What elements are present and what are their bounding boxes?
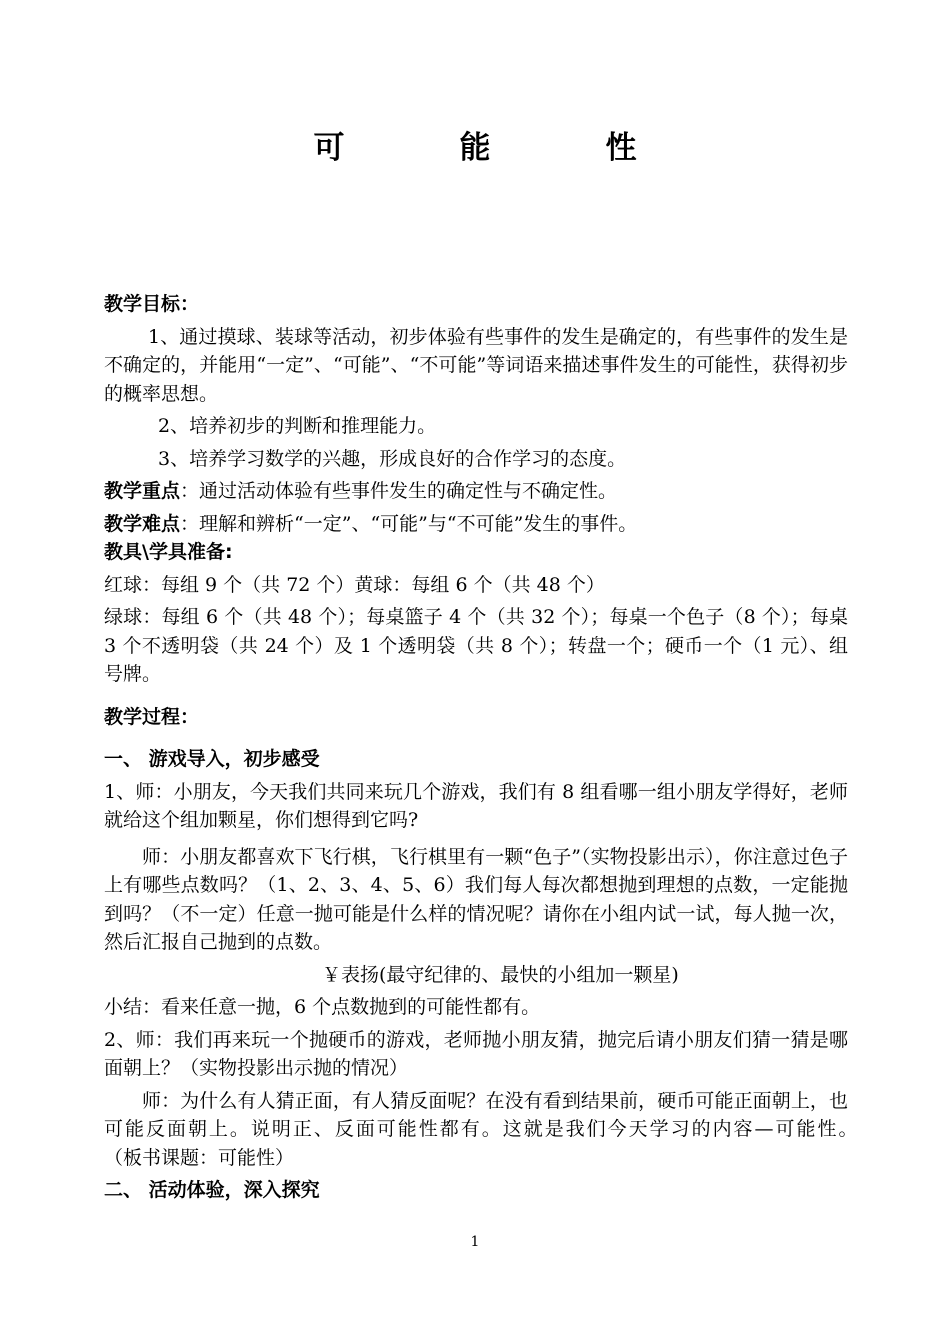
objectives-heading: 教学目标： (104, 293, 200, 315)
key-points-label: 教学重点 (104, 480, 181, 502)
praise-line: ￥表扬(最守纪律的、最快的小组加一颗星) (322, 963, 679, 986)
summary-line: 小结：看来任意一抛，6 个点数抛到的可能性都有。 (104, 996, 541, 1018)
objective-2: 2、培养初步的判断和推理能力。 (158, 415, 437, 437)
part-1-heading: 一、 游戏导入，初步感受 (104, 748, 320, 770)
objective-3: 3、培养学习数学的兴趣，形成良好的合作学习的态度。 (158, 447, 627, 470)
paragraph-1: 1、师：小朋友，今天我们共同来玩几个游戏，我们有 8 组看哪一组小朋友学得好，老师就给这个组加颗星，你们想得到它吗? (104, 780, 848, 831)
materials-line-2: 绿球：每组 6 个（共 48 个）；每桌篮子 4 个（共 32 个）；每桌一个色子（8 个）；每桌 3 个不透明袋（共 24 个）及 1 个透明袋（共 8 个）；转盘一个；硬币一个（1 元）、组号牌。 (104, 606, 848, 685)
paragraph-2: 师：小朋友都喜欢下飞行棋，飞行棋里有一颗“色子”（实物投影出示），你注意过色子上有哪些点数吗？（1、2、3、4、5、6）我们每人每次都想抛到理想的点数，一定能抛到吗？（不一定）任意一抛可能是什么样的情况呢？请你在小组内试一试，每人抛一次，然后汇报自己抛到的点数。 (104, 845, 848, 953)
process-heading: 教学过程： (104, 705, 200, 728)
document-title: 可 能 性 (313, 130, 679, 166)
part-2-heading: 二、 活动体验，深入探究 (104, 1179, 320, 1201)
objective-1: 1、通过摸球、装球等活动，初步体验有些事件的发生是确定的，有些事件的发生是不确定的，并能用“一定”、“可能”、“不可能”等词语来描述事件发生的可能性，获得初步的概率思想。 (104, 325, 848, 405)
page-number: 1 (470, 1234, 480, 1250)
materials-heading: 教具\学具准备: (104, 541, 233, 563)
difficulties (104, 510, 848, 539)
materials-line-1: 红球：每组 9 个（共 72 个）黄球：每组 6 个（共 48 个） (104, 573, 605, 596)
difficulties-text: ：理解和辨析“一定”、“可能”与“不可能”发生的事件。 (180, 512, 638, 535)
key-points-text: ：通过活动体验有些事件发生的确定性与不确定性。 (180, 480, 618, 502)
difficulties-label: 教学难点 (104, 512, 181, 535)
document-body (104, 290, 906, 1205)
key-points (104, 477, 848, 506)
paragraph-explanation: 师：为什么有人猜正面，有人猜反面呢？在没有看到结果前，硬币可能正面朝上，也可能反面朝上。说明正、反面可能性都有。这就是我们今天学习的内容—可能性。 （板书课题：可能性） (104, 1089, 906, 1169)
paragraph-coin: 2、师：我们再来玩一个抛硬币的游戏，老师抛小朋友猜，抛完后请小朋友们猜一猜是哪面朝上？（实物投影出示抛的情况） (104, 1028, 848, 1079)
